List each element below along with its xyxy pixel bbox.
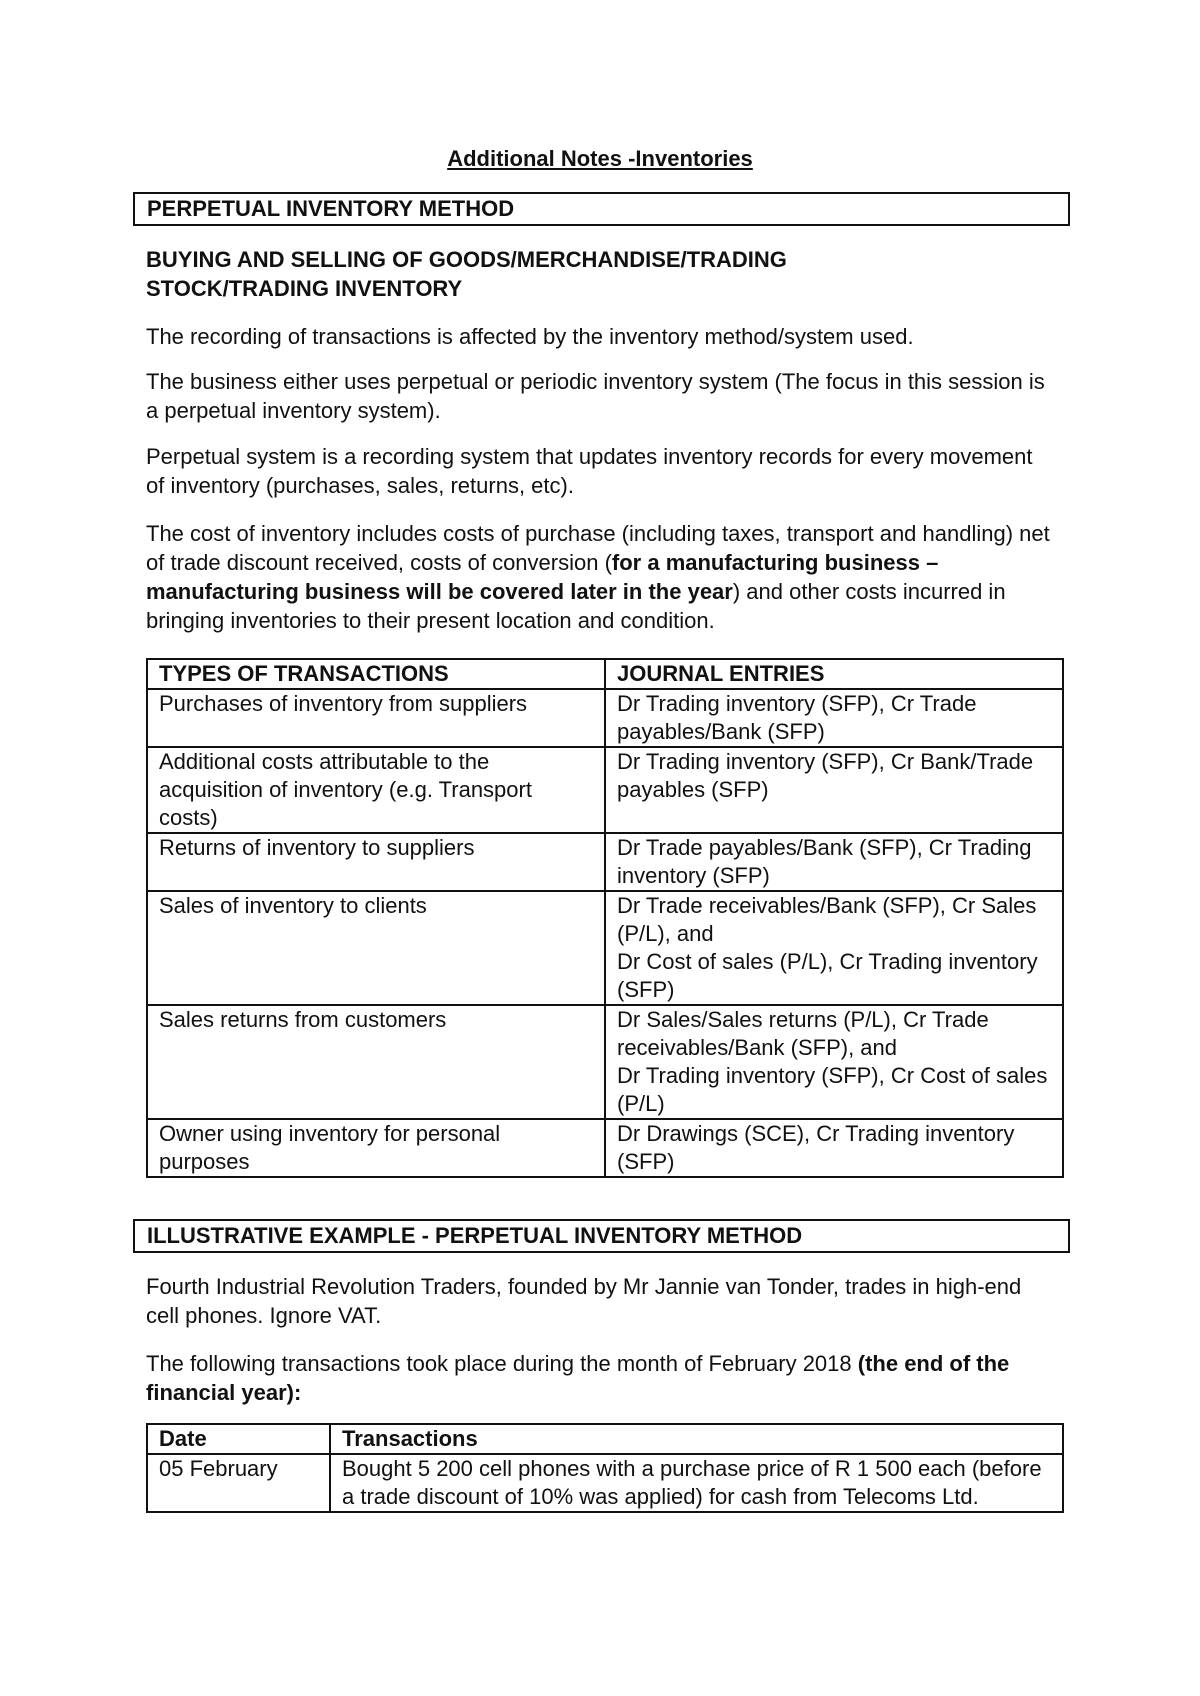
table-header-row [147, 1424, 1063, 1454]
paragraph-perpetual-definition: Perpetual system is a recording system that updates inventory records for every movement of inventory (purchases, sales, returns, etc). [146, 444, 1033, 498]
transactions-intro-text: The following transactions took place during the month of February 2018 [146, 1351, 858, 1376]
paragraph-cost-of-inventory [146, 519, 1056, 635]
journal-entry-cell: Dr Drawings (SCE), Cr Trading inventory (SFP) [605, 1119, 1063, 1177]
table-row [147, 689, 1063, 747]
table-row [147, 1454, 1063, 1512]
header-types-of-transactions: TYPES OF TRANSACTIONS [147, 659, 605, 689]
transaction-description-cell: Bought 5 200 cell phones with a purchase price of R 1 500 each (before a trade discount of 10% was applied) for cash from Telecoms Ltd. [330, 1454, 1063, 1512]
header-transactions: Transactions [330, 1424, 1063, 1454]
transaction-type-cell: Sales returns from customers [147, 1005, 605, 1119]
table-header-row [147, 659, 1063, 689]
paragraph-company-intro: Fourth Industrial Revolution Traders, founded by Mr Jannie van Tonder, trades in high-end cell phones. Ignore VAT. [146, 1274, 1022, 1328]
paragraph-systems: The business either uses perpetual or periodic inventory system (The focus in this session is a perpetual inventory system). [146, 369, 1045, 423]
journal-entry-cell: Dr Trading inventory (SFP), Cr Bank/Trade payables (SFP) [605, 747, 1063, 833]
page-title: Additional Notes -Inventories [447, 146, 753, 171]
table-row [147, 833, 1063, 891]
paragraph-recording: The recording of transactions is affected by the inventory method/system used. [146, 324, 914, 349]
transactions-table [146, 1423, 1064, 1513]
journal-entry-cell: Dr Sales/Sales returns (P/L), Cr Trade receivables/Bank (SFP), and Dr Trading inventory (SFP), Cr Cost of sales (P/L) [605, 1005, 1063, 1119]
transactions-intro-bold: (the end of the financial year): [146, 1351, 1010, 1405]
table-row [147, 747, 1063, 833]
cost-text-start: The cost of inventory includes costs of purchase (including taxes, transport and handling) net of trade discount received, costs of conversion ( [146, 521, 1050, 575]
header-date: Date [147, 1424, 330, 1454]
transaction-type-cell: Returns of inventory to suppliers [147, 833, 605, 891]
table-row [147, 1119, 1063, 1177]
section-heading-perpetual: PERPETUAL INVENTORY METHOD [133, 192, 1070, 226]
paragraph-transactions-intro [146, 1349, 1076, 1407]
transaction-date-cell: 05 February [147, 1454, 330, 1512]
section-heading-illustrative-example: ILLUSTRATIVE EXAMPLE - PERPETUAL INVENTORY METHOD [133, 1219, 1070, 1253]
header-journal-entries: JOURNAL ENTRIES [605, 659, 1063, 689]
transaction-type-cell: Additional costs attributable to the acquisition of inventory (e.g. Transport costs) [147, 747, 605, 833]
transaction-type-cell: Owner using inventory for personal purposes [147, 1119, 605, 1177]
transaction-type-cell: Purchases of inventory from suppliers [147, 689, 605, 747]
journal-entry-cell: Dr Trade receivables/Bank (SFP), Cr Sales (P/L), and Dr Cost of sales (P/L), Cr Trading inventory (SFP) [605, 891, 1063, 1005]
journal-entries-table [146, 658, 1064, 1178]
cost-text-end: ) and other costs incurred in bringing inventories to their present location and condition. [146, 579, 1006, 633]
journal-entry-cell: Dr Trade payables/Bank (SFP), Cr Trading inventory (SFP) [605, 833, 1063, 891]
transaction-type-cell: Sales of inventory to clients [147, 891, 605, 1005]
journal-entry-cell: Dr Trading inventory (SFP), Cr Trade payables/Bank (SFP) [605, 689, 1063, 747]
cost-text-bold: for a manufacturing business – manufacturing business will be covered later in the year [146, 550, 939, 604]
table-row [147, 1005, 1063, 1119]
table-row [147, 891, 1063, 1005]
subheading-buying-selling: BUYING AND SELLING OF GOODS/MERCHANDISE/TRADING STOCK/TRADING INVENTORY [146, 247, 787, 301]
